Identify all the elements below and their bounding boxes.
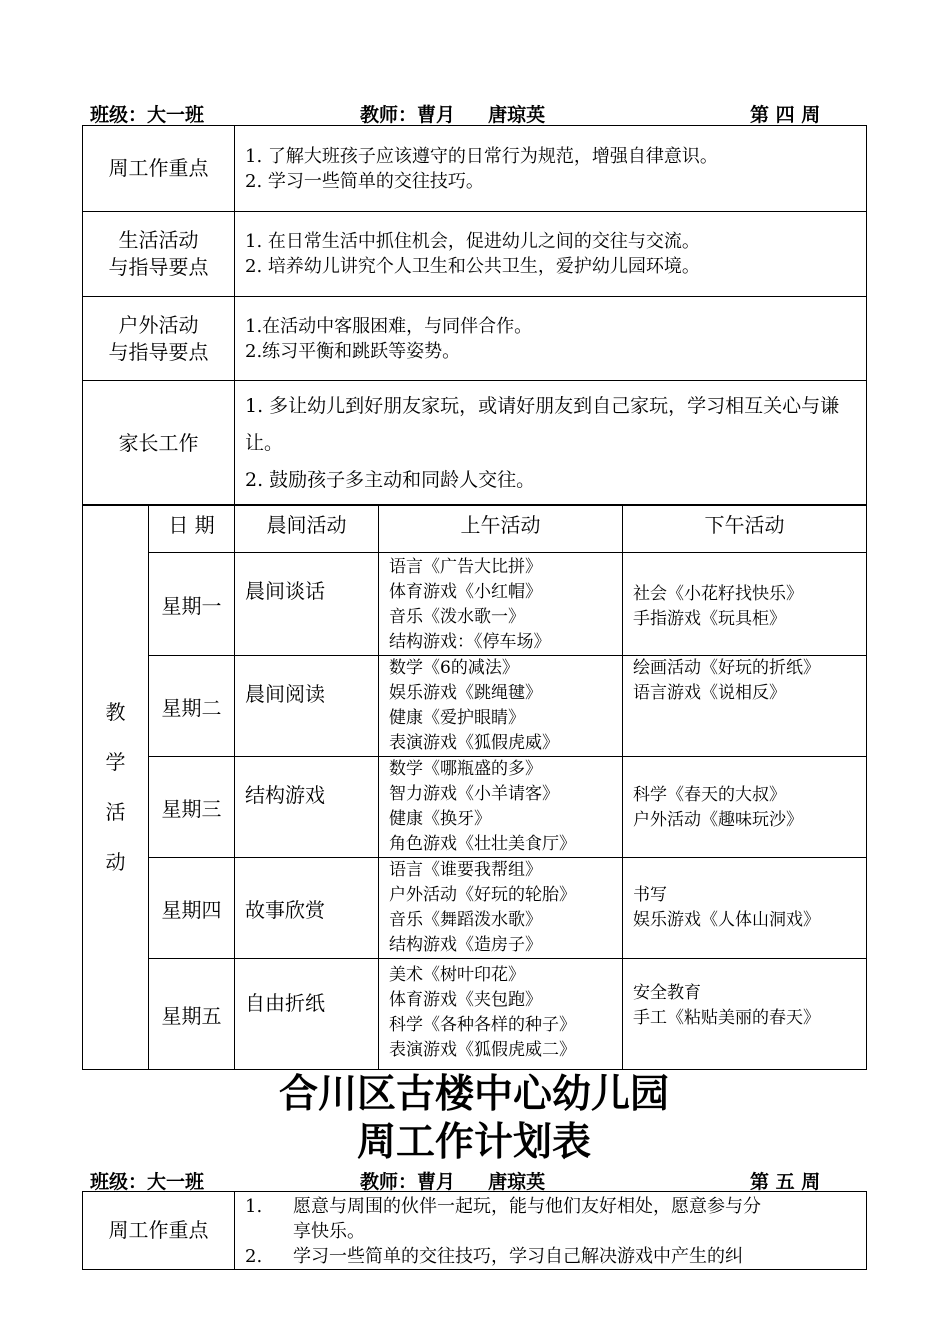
label-char: 动 <box>105 850 126 874</box>
morning-cell <box>235 656 379 757</box>
morning-activity: 自由折纸 <box>245 991 325 1015</box>
week4-schedule-table <box>82 504 867 1070</box>
am-cell <box>379 656 623 757</box>
focus-items <box>235 126 867 212</box>
pm-item: 手指游戏《玩具柜》 <box>633 609 786 629</box>
morning-activity: 结构游戏 <box>245 783 325 807</box>
am-cell <box>379 757 623 858</box>
pm-item: 手工《粘贴美丽的春天》 <box>633 1008 820 1028</box>
am-item: 体育游戏《夹包跑》 <box>389 990 542 1010</box>
morning-cell <box>235 553 379 656</box>
table-row <box>83 858 867 959</box>
am-cell <box>379 959 623 1070</box>
week-label: 第 四 周 <box>750 104 821 126</box>
pm-item: 绘画活动《好玩的折纸》 <box>633 658 820 678</box>
table-row <box>83 553 867 656</box>
col-header-morning: 晨间活动 <box>235 505 379 553</box>
label-char: 教 <box>105 700 126 724</box>
am-item: 语言《谁要我帮组》 <box>389 860 542 880</box>
am-item: 智力游戏《小羊请客》 <box>389 784 559 804</box>
parent-item: 2. 鼓励孩子多主动和同龄人交往。 <box>245 468 536 491</box>
label-line: 生活活动 <box>118 228 199 252</box>
am-item: 结构游戏《造房子》 <box>389 935 542 955</box>
item-number: 1. <box>245 1196 263 1217</box>
item-text: 愿意与周围的伙伴一起玩，能与他们友好相处，愿意参与分 <box>293 1196 761 1217</box>
am-item: 表演游戏《狐假虎威二》 <box>389 1040 576 1060</box>
week4-header <box>82 100 866 126</box>
morning-cell <box>235 959 379 1070</box>
outdoor-item: 1.在活动中客服困难，与同伴合作。 <box>245 315 533 337</box>
day-cell: 星期三 <box>149 757 235 858</box>
day-cell: 星期四 <box>149 858 235 959</box>
life-activity-label <box>83 212 235 297</box>
morning-cell <box>235 858 379 959</box>
focus-item <box>245 1194 866 1219</box>
week5-plan-table <box>82 1191 867 1270</box>
item-text: 享快乐。 <box>293 1221 365 1242</box>
am-item: 音乐《舞蹈泼水歌》 <box>389 910 542 930</box>
parent-item: 1. 多让幼儿到好朋友家玩，或请好朋友到自己家玩，学习相互关心与谦让。 <box>245 394 840 454</box>
teacher-label: 教师：曹月 唐琼英 <box>360 104 546 126</box>
day-cell: 星期五 <box>149 959 235 1070</box>
class-label: 班级：大一班 <box>90 1171 205 1193</box>
am-item: 数学《6的减法》 <box>389 658 519 678</box>
col-header-am: 上午活动 <box>379 505 623 553</box>
morning-activity: 故事欣赏 <box>245 897 325 922</box>
table-row <box>83 656 867 757</box>
morning-activity: 晨间阅读 <box>245 682 325 706</box>
am-item: 音乐《泼水歌一》 <box>389 607 525 627</box>
pm-cell <box>623 959 867 1070</box>
week4-plan-table <box>82 125 867 506</box>
morning-activity: 晨间谈话 <box>245 579 325 603</box>
focus-items <box>235 1192 867 1270</box>
am-item: 数学《哪瓶盛的多》 <box>389 759 542 779</box>
table-row <box>83 959 867 1070</box>
item-number: 2. <box>245 1246 263 1267</box>
day-cell: 星期一 <box>149 553 235 656</box>
am-item: 户外活动《好玩的轮胎》 <box>389 885 576 905</box>
life-items <box>235 212 867 297</box>
plan-title: 周工作计划表 <box>356 1119 591 1165</box>
am-item: 科学《各种各样的种子》 <box>389 1015 576 1035</box>
label-char: 学 <box>105 750 126 774</box>
pm-item: 社会《小花籽找快乐》 <box>633 584 803 604</box>
col-header-pm: 下午活动 <box>623 505 867 553</box>
morning-cell <box>235 757 379 858</box>
focus-item-continuation <box>245 1219 866 1244</box>
pm-cell <box>623 656 867 757</box>
am-cell <box>379 553 623 656</box>
am-item: 结构游戏：《停车场》 <box>389 632 551 652</box>
kindergarten-title: 合川区古楼中心幼儿园 <box>278 1071 669 1117</box>
table-row <box>83 757 867 858</box>
life-item: 2. 培养幼儿讲究个人卫生和公共卫生，爱护幼儿园环境。 <box>245 256 700 277</box>
pm-cell <box>623 553 867 656</box>
pm-item: 语言游戏《说相反》 <box>633 683 786 703</box>
pm-item: 科学《春天的大叔》 <box>633 785 786 805</box>
pm-cell <box>623 757 867 858</box>
life-item: 1. 在日常生活中抓住机会，促进幼儿之间的交往与交流。 <box>245 231 700 252</box>
am-item: 角色游戏《壮壮美食厅》 <box>389 834 576 854</box>
am-item: 健康《爱护眼睛》 <box>389 708 525 728</box>
focus-item: 2. 学习一些简单的交往技巧。 <box>245 170 484 192</box>
pm-cell <box>623 858 867 959</box>
focus-label: 周工作重点 <box>83 1192 235 1270</box>
outdoor-items <box>235 297 867 381</box>
class-label: 班级：大一班 <box>90 104 205 126</box>
am-item: 美术《树叶印花》 <box>389 965 525 985</box>
am-item: 健康《换牙》 <box>389 809 491 829</box>
parent-items <box>235 381 867 506</box>
pm-item: 书写 <box>633 885 667 905</box>
focus-item: 1. 了解大班孩子应该遵守的日常行为规范，增强自律意识。 <box>245 145 718 167</box>
day-cell: 星期二 <box>149 656 235 757</box>
pm-item: 娱乐游戏《人体山洞戏》 <box>633 910 820 930</box>
pm-item: 安全教育 <box>633 983 701 1003</box>
teaching-activity-label <box>83 505 149 1070</box>
outdoor-item: 2.练习平衡和跳跃等姿势。 <box>245 340 461 362</box>
outdoor-activity-label <box>83 297 235 381</box>
label-char: 活 <box>105 800 126 824</box>
pm-item: 户外活动《趣味玩沙》 <box>633 810 803 830</box>
week5-header <box>82 1167 866 1193</box>
am-item: 娱乐游戏《跳绳毽》 <box>389 683 542 703</box>
label-line: 与指导要点 <box>108 255 209 279</box>
week-label: 第 五 周 <box>750 1171 821 1193</box>
teacher-label: 教师：曹月 唐琼英 <box>360 1171 546 1193</box>
am-item: 表演游戏《狐假虎威》 <box>389 733 559 753</box>
parent-work-label: 家长工作 <box>83 381 235 506</box>
label-line: 户外活动 <box>118 312 199 337</box>
am-cell <box>379 858 623 959</box>
label-line: 与指导要点 <box>108 339 209 364</box>
am-item: 体育游戏《小红帽》 <box>389 582 542 602</box>
col-header-date: 日 期 <box>149 505 235 553</box>
focus-label: 周工作重点 <box>83 126 235 212</box>
focus-item <box>245 1244 866 1269</box>
am-item: 语言《广告大比拼》 <box>389 557 542 577</box>
item-text: 学习一些简单的交往技巧，学习自己解决游戏中产生的纠 <box>293 1246 743 1267</box>
